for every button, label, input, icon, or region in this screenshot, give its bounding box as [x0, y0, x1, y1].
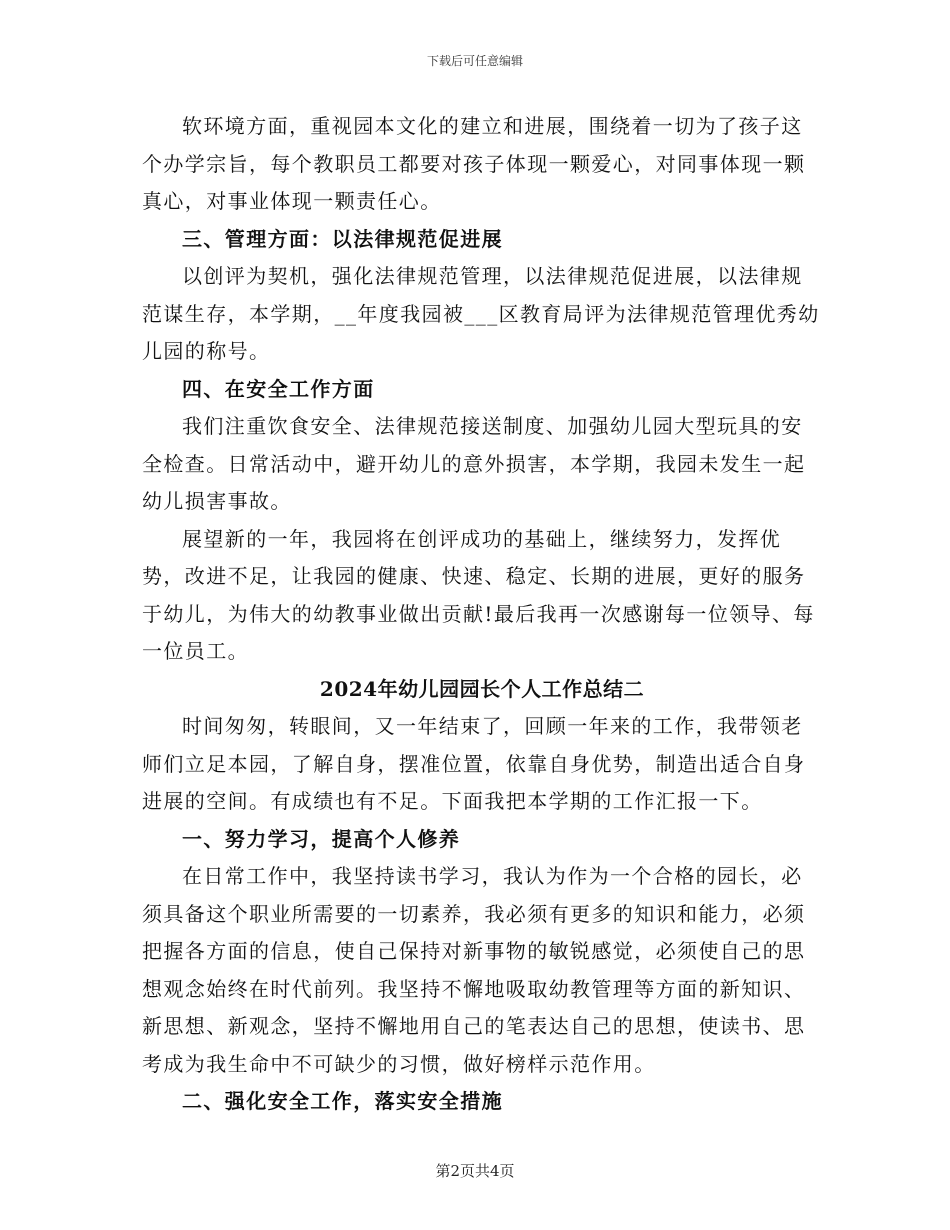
section-heading: 三、管理方面：以法律规范促进展: [182, 226, 503, 251]
paragraph: 我们注重饮食安全、法律规范接送制度、加强幼儿园大型玩具的安全检查。日常活动中，避开幼儿的意外损害，本学期，我园未发生一起幼儿损害事故。: [142, 414, 806, 513]
paragraph: 以创评为契机，强化法律规范管理，以法律规范促进展，以法律规范谋生存，本学期，__年度我园被___区教育局评为法律规范管理优秀幼儿园的称号。: [142, 264, 820, 363]
document-body: [142, 108, 822, 1121]
section-heading: 一、努力学习，提高个人修养: [182, 826, 461, 851]
paragraph: 时间匆匆，转眼间，又一年结束了，回顾一年来的工作，我带领老师们立足本园，了解自身，摆准位置，依靠自身优势，制造出适合自身进展的空间。有成绩也有不足。下面我把本学期的工作汇报一下。: [142, 714, 806, 813]
paragraph: 在日常工作中，我坚持读书学习，我认为作为一个合格的园长，必须具备这个职业所需要的一切素养，我必须有更多的知识和能力，必须把握各方面的信息，使自己保持对新事物的敏锐感觉，必须使自己的思想观念始终在时代前列。我坚持不懈地吸取幼教管理等方面的新知识、新思想、新观念，坚持不懈地用自己的笔表达自己的思想，使读书、思考成为我生命中不可缺少的习惯，做好榜样示范作用。: [142, 864, 806, 1076]
header-note: 下载后可任意编辑: [426, 54, 523, 68]
page-number: 第2页共4页: [435, 1162, 515, 1180]
section-heading: 四、在安全工作方面: [182, 376, 375, 401]
paragraph: 展望新的一年，我园将在创评成功的基础上，继续努力，发挥优势，改进不足，让我园的健康、快速、稳定、长期的进展，更好的服务于幼儿，为伟大的幼教事业做出贡献!最后我再一次感谢每一位领导、每一位员工。: [142, 526, 815, 663]
section-heading: 二、强化安全工作，落实安全措施: [182, 1089, 503, 1113]
document-title: 2024年幼儿园园长个人工作总结二: [319, 676, 645, 701]
paragraph: 软环境方面，重视园本文化的建立和进展，围绕着一切为了孩子这个办学宗旨，每个教职员工都要对孩子体现一颗爱心，对同事体现一颗真心，对事业体现一颗责任心。: [142, 114, 806, 213]
